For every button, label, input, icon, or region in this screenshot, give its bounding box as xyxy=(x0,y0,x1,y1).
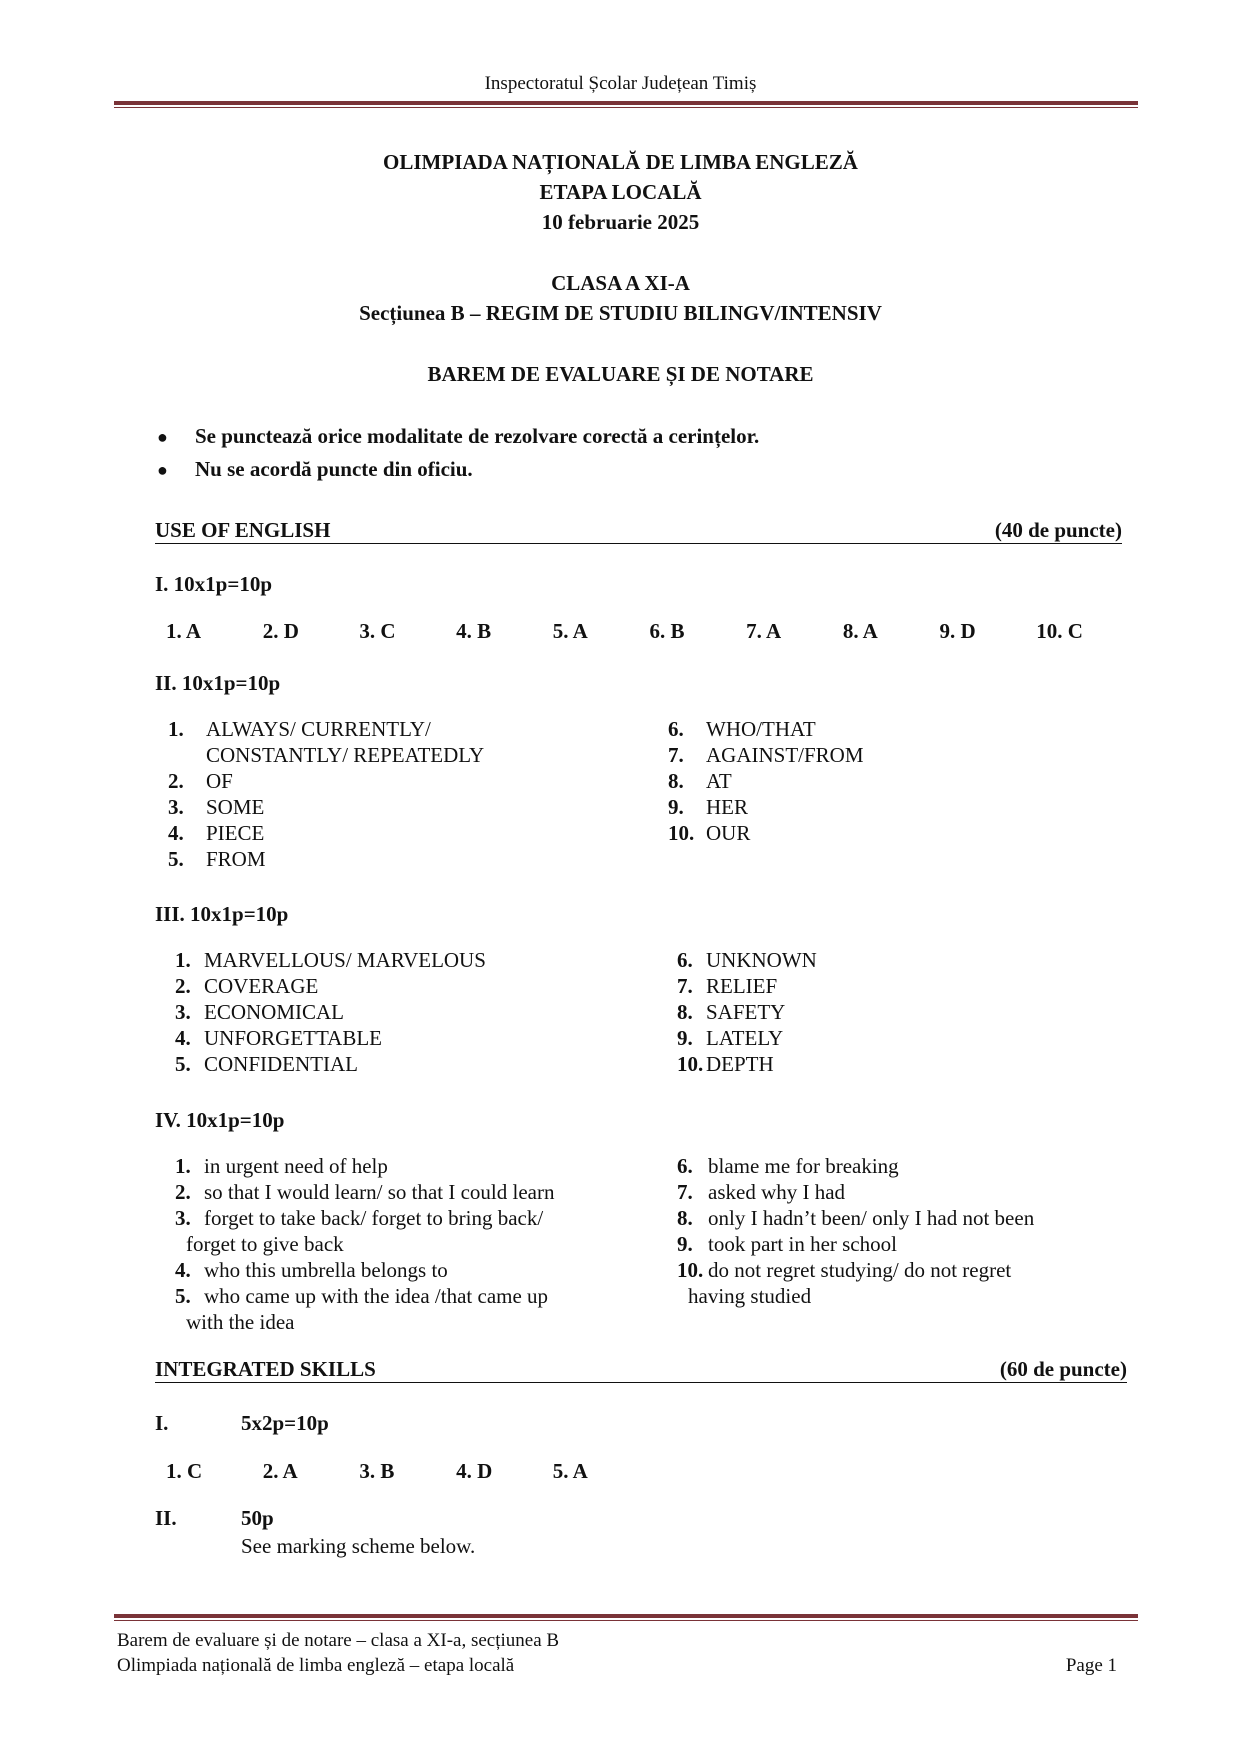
answer: 5. A xyxy=(552,1459,588,1483)
exercise-label: III. 10x1p=10p xyxy=(155,902,289,926)
list-item: 2. COVERAGE xyxy=(175,974,319,998)
list-item: 2. so that I would learn/ so that I could learn xyxy=(175,1180,555,1204)
list-item: 9. took part in her school xyxy=(677,1232,897,1256)
list-item: 7. AGAINST/FROM xyxy=(668,743,864,767)
exercise-number: I. xyxy=(155,1411,169,1435)
title-section: Secțiunea B – REGIM DE STUDIU BILINGV/INTENSIV xyxy=(359,301,882,325)
answer: 7. A xyxy=(746,619,782,643)
answer: 4. D xyxy=(456,1459,493,1483)
list-item: 3. SOME xyxy=(168,795,265,819)
list-item: 1. MARVELLOUS/ MARVELOUS xyxy=(175,948,486,972)
answer-list-right xyxy=(677,1153,1147,1309)
list-item: forget to give back xyxy=(186,1232,344,1256)
answer: 3. B xyxy=(359,1459,395,1483)
header-institution: Inspectoratul Școlar Județean Timiș xyxy=(484,73,757,94)
answer-list-left xyxy=(175,1153,645,1335)
list-item: 4. who this umbrella belongs to xyxy=(175,1258,448,1282)
exercise-label: II. 10x1p=10p xyxy=(155,671,281,695)
list-item: 4. UNFORGETTABLE xyxy=(175,1026,382,1050)
marking-note: See marking scheme below. xyxy=(241,1534,476,1558)
header-divider xyxy=(114,101,1138,108)
answer: 5. A xyxy=(552,619,588,643)
list-item: 5. who came up with the idea /that came up xyxy=(175,1284,549,1308)
answer: 2. D xyxy=(262,619,299,643)
title-class: CLASA A XI-A xyxy=(551,271,690,295)
bullet-item: ● Nu se acordă puncte din oficiu. xyxy=(157,457,473,481)
answer: 9. D xyxy=(939,619,976,643)
list-item: 8. SAFETY xyxy=(677,1000,786,1024)
list-item: 2. OF xyxy=(168,769,233,793)
answer: 6. B xyxy=(649,619,685,643)
footer-line-2: Olimpiada națională de limba engleză – etapa locală xyxy=(117,1655,515,1676)
exercise-label: IV. 10x1p=10p xyxy=(155,1108,285,1132)
answer: 8. A xyxy=(842,619,878,643)
list-item: having studied xyxy=(688,1284,812,1308)
answer-list-right xyxy=(668,716,1138,846)
title-date: 10 februarie 2025 xyxy=(541,210,700,234)
list-item: 5. CONFIDENTIAL xyxy=(175,1052,358,1076)
list-item: 5. FROM xyxy=(168,847,266,871)
answer-list-left xyxy=(175,947,645,1077)
section-heading-use-of-english: USE OF ENGLISH (40 de puncte) xyxy=(155,518,1122,542)
list-item: 9. LATELY xyxy=(677,1026,784,1050)
answer: 1. A xyxy=(166,619,202,643)
answer: 2. A xyxy=(262,1459,298,1483)
exercise-label: I. 10x1p=10p xyxy=(155,572,272,596)
page-number: Page 1 xyxy=(1065,1655,1117,1676)
list-item: 3. ECONOMICAL xyxy=(175,1000,344,1024)
list-item: 1. ALWAYS/ CURRENTLY/ xyxy=(168,717,431,741)
list-item: 6. blame me for breaking xyxy=(677,1154,899,1178)
list-item: 8. only I hadn’t been/ only I had not been xyxy=(677,1206,1035,1230)
list-item: 10. DEPTH xyxy=(677,1052,774,1076)
list-item: 8. AT xyxy=(668,769,732,793)
title-barem: BAREM DE EVALUARE ȘI DE NOTARE xyxy=(427,362,814,386)
list-item: 4. PIECE xyxy=(168,821,265,845)
bullet-item: ● Se punctează orice modalitate de rezolvare corectă a cerințelor. xyxy=(157,424,760,448)
list-item: 7. asked why I had xyxy=(677,1180,846,1204)
answer-list-left xyxy=(168,716,638,872)
answer: 4. B xyxy=(456,619,492,643)
list-item: 10. OUR xyxy=(668,821,751,845)
section-heading-integrated-skills: INTEGRATED SKILLS (60 de puncte) xyxy=(155,1357,1127,1381)
answer-list-right xyxy=(677,947,1147,1077)
list-item: 3. forget to take back/ forget to bring back/ xyxy=(175,1206,544,1230)
list-item: CONSTANTLY/ REPEATEDLY xyxy=(206,743,485,767)
answer: 3. C xyxy=(359,619,396,643)
title-line-1: OLIMPIADA NAȚIONALĂ DE LIMBA ENGLEZĂ xyxy=(383,150,858,174)
list-item: 9. HER xyxy=(668,795,748,819)
answer: 1. C xyxy=(166,1459,203,1483)
footer-line-1: Barem de evaluare și de notare – clasa a XI-a, secțiunea B xyxy=(117,1630,560,1651)
answer: 10. C xyxy=(1036,619,1083,643)
footer-divider xyxy=(114,1614,1138,1621)
list-item: 6. WHO/THAT xyxy=(668,717,816,741)
list-item: with the idea xyxy=(186,1310,295,1334)
exercise-label: 5x2p=10p xyxy=(241,1411,329,1435)
answer-row xyxy=(166,1459,649,1484)
list-item: 7. RELIEF xyxy=(677,974,778,998)
exercise-number: II. xyxy=(155,1506,177,1530)
answer-row xyxy=(166,619,1133,644)
title-line-2: ETAPA LOCALĂ xyxy=(539,180,702,204)
list-item: 10. do not regret studying/ do not regret xyxy=(677,1258,1012,1282)
exercise-label: 50p xyxy=(241,1506,274,1530)
list-item: 1. in urgent need of help xyxy=(175,1154,388,1178)
list-item: 6. UNKNOWN xyxy=(677,948,817,972)
